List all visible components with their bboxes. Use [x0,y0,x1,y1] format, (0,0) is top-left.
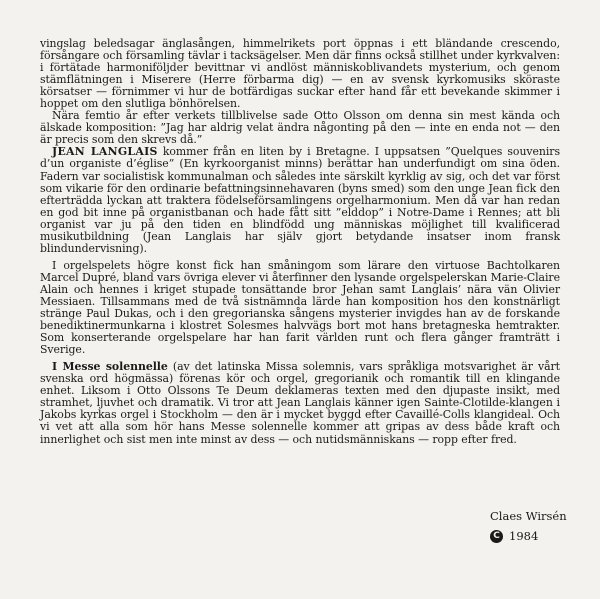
paragraph-2-text: Nära femtio år efter verkets tillblivelse sade Otto Olsson om denna sin mest kända och älskade komposition: ”Jag har aldrig velat ändra någonting på den — inte en enda not — den är precis som den skrevs då.” [40,109,560,147]
paragraph-4-text: I orgelspelets högre konst fick han småningom som lärare den virtuose Bachtolkaren Marcel Dupré, bland vars övriga elever vi återfinner den lysande orgelspelerskan Marie-Claire Alain och hennes i kriget stupade tonsättande bror Jehan samt Langlais’ nära vän Olivier Messiaen. Tillsammans med de två sistnämnda lärde han komposition hos den konstnärligt stränge Paul Dukas, och i den gregorianska sångens mysterier invigdes han av de forskande benediktinermunkarna i klostret Solesmes halvvägs bort mot hans bretagneska hemtrakter. Som konserterande orgelspelare har han farit världen runt och flera gånger framträtt i Sverige. [40,258,560,357]
copyright-icon: C [490,530,503,543]
paragraph-4 [40,260,560,356]
liner-notes-text [40,38,560,446]
signature-block [490,506,567,546]
paragraph-3 [40,146,560,254]
paragraph-2 [40,110,560,146]
paragraph-5 [40,361,560,445]
composer-name-langlais: JEAN LANGLAIS [52,145,158,159]
author-name: Claes Wirsén [490,509,567,523]
work-title-messe-solennelle: I Messe solennelle [52,360,168,374]
copyright-line [490,526,567,546]
paragraph-1 [40,38,560,110]
paragraph-5-text: (av det latinska Missa solemnis, vars språkliga motsvarighet är vårt svenska ord högmässa) förenas kör och orgel, gregorianik och romantik till en klingande enhet. Liksom i Otto Olssons Te Deum deklameras texten med den djupaste insikt, med stramhet, ljuvhet och dramatik. Vi tror att Jean Langlais känner igen Sainte-Clotilde-klangen i Jakobs kyrkas orgel i Stockholm — den är i mycket byggd efter Cavaillé-Colls klangideal. Och vi vet att alla som hör hans Messe solennelle kommer att gripas av dess både kraft och innerlighet och sist men inte minst av dess — och nutidsmänniskans — ropp efter fred. [40,360,560,446]
paragraph-3-text: kommer från en liten by i Bretagne. I uppsatsen ”Quelques souvenirs d’un organiste d’église” (En kyrkoorganist minns) berättar han underfundigt om sina öden. Fadern var socialistisk kommunalman och således inte särskilt kyrklig av sig, och det var först som vikarie för den ordinarie befattningsinnehavaren (byns smed) som den unge Jean fick den efterträdda lyckan att traktera födelseförsamlingens orgelharmonium. Men då var han redan en god bit inne på organistbanan och hade fått sitt ”elddop” i Notre-Dame i Rennes; att bli organist var ju på den tiden en blindfödd ung människas möjlighet till kvalificerad musikutbildning (Jean Langlais har själv gjort betydande insatser inom fransk blindundervisning). [40,145,560,255]
paragraph-1-text: vingslag beledsagar änglasången, himmelrikets port öppnas i ett bländande crescendo, försångare och församling tävlar i tacksägelser. Men där finns också stillhet under kyrkvalven: i förtätade harmoniföljder bevittnar vi andlöst människoblivandets mysterium, och genom stämflätningen i Miserere (Herre förbarma dig) — en av svensk kyrkomusiks sköraste körsatser — förnimmer vi hur de botfärdigas suckar efter hand får ett bevekande skimmer i hoppet om den slutliga bönhörelsen. [40,37,560,111]
copyright-year: 1984 [509,529,539,543]
